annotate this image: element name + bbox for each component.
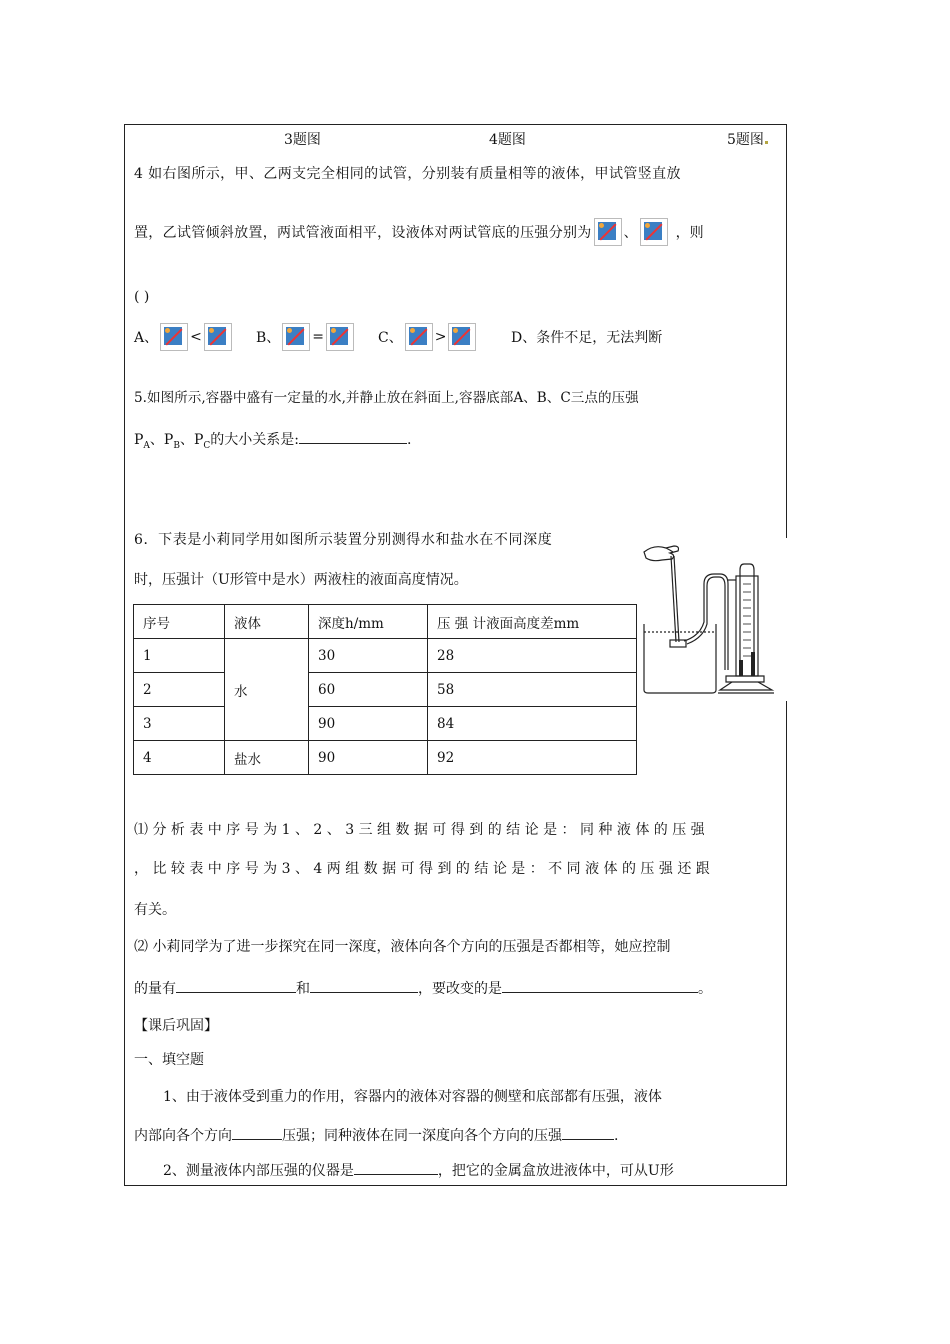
option-b-right-image-icon [326, 323, 354, 351]
q6-blank-3[interactable] [502, 978, 698, 993]
cell-diff: 84 [428, 707, 637, 741]
header-no: 序号 [134, 605, 225, 639]
q6-p2-text-c: ，要改变的是 [418, 981, 502, 997]
cell-depth: 30 [309, 639, 428, 673]
option-b-label: B、 [256, 330, 281, 346]
q5-pb-sub: B [173, 440, 180, 451]
cell-diff: 92 [428, 741, 637, 775]
q4-option-d: D、条件不足，无法判断 [511, 330, 663, 346]
q6-p1-line3: 有关。 [134, 902, 176, 918]
q5-pa-sub: A [143, 440, 150, 451]
q6-blank-1[interactable] [176, 978, 296, 993]
q5-line1: 5.如图所示,容器中盛有一定量的水,并静止放在斜面上,容器底部A、B、C三点的压强 [134, 390, 639, 406]
q4-sep: 、 [623, 225, 638, 241]
q4-option-a [134, 323, 234, 351]
mark-dot [765, 141, 768, 144]
ac-q2-text-a: 2、测量液体内部压强的仪器是 [163, 1163, 354, 1179]
cell-no: 1 [134, 639, 225, 673]
after-class-heading: 【课后巩固】 [134, 1018, 218, 1034]
table-header-row [134, 605, 637, 639]
q5-sep2: 、 [179, 432, 194, 448]
q6-p1-line2: ， 比 较 表 中 序 号 为 3 、 4 两 组 数 据 可 得 到 的 结 论 是 ： 不 同 液 体 的 压 强 还 跟 [134, 861, 710, 877]
data-table [133, 604, 637, 775]
ac-q1-blank-1[interactable] [232, 1125, 282, 1140]
option-c-right-image-icon [448, 323, 476, 351]
option-c-operator: > [434, 329, 447, 345]
ac-q2-line [163, 1160, 674, 1180]
q4-line2 [134, 218, 704, 246]
q5-sep1: 、 [149, 432, 164, 448]
q5-pc-sub: C [203, 440, 211, 451]
q5-answer-blank[interactable] [299, 429, 407, 444]
header-depth: 深度h/mm [309, 605, 428, 639]
q4-line2-end: ，则 [675, 225, 704, 241]
fig-label-4: 4题图 [489, 132, 526, 148]
cell-depth: 60 [309, 673, 428, 707]
option-a-label: A、 [134, 330, 159, 346]
cell-no: 4 [134, 741, 225, 775]
fig-label-3: 3题图 [284, 132, 321, 148]
option-c-left-image-icon [405, 323, 433, 351]
pressure-b-image-icon [640, 218, 668, 246]
option-a-right-image-icon [204, 323, 232, 351]
q4-option-c [378, 323, 478, 351]
pressure-a-image-icon [594, 218, 622, 246]
q5-pc: P [193, 432, 204, 448]
header-liquid: 液体 [225, 605, 309, 639]
cell-diff: 58 [428, 673, 637, 707]
cell-depth: 90 [309, 707, 428, 741]
table-row [134, 741, 637, 775]
q6-p2-text-a: 的量有 [134, 981, 176, 997]
q6-p2-line2 [134, 978, 712, 998]
option-b-left-image-icon [282, 323, 310, 351]
q4-answer-paren: ( ) [134, 289, 150, 305]
fig-label-5 [727, 129, 768, 149]
ac-q1-end: . [614, 1128, 619, 1144]
table-row [134, 639, 637, 673]
ac-q1-blank-2[interactable] [562, 1125, 614, 1140]
cell-depth: 90 [309, 741, 428, 775]
header-diff: 压 强 计液面高度差mm [428, 605, 637, 639]
fill-blank-section: 一、填空题 [134, 1052, 204, 1068]
q6-line1: 6．下表是小莉同学用如图所示装置分别测得水和盐水在不同深度 [134, 532, 553, 548]
option-a-operator: < [190, 329, 202, 345]
q4-line1: 4 如右图所示，甲、乙两支完全相同的试管，分别装有质量相等的液体，甲试管竖直放 [134, 166, 681, 182]
option-a-left-image-icon [160, 323, 188, 351]
ac-q1-text-a: 内部向各个方向 [134, 1128, 232, 1144]
q6-p2-text-b: 和 [296, 981, 310, 997]
ac-q1-text-b: 压强；同种液体在同一深度向各个方向的压强 [282, 1128, 562, 1144]
q6-p2-line1: ⑵ 小莉同学为了进一步探究在同一深度，液体向各个方向的压强是否都相等，她应控制 [134, 939, 671, 955]
table-row [134, 707, 637, 741]
q5-end: . [407, 432, 412, 448]
option-b-operator: = [312, 329, 325, 345]
q5-line2 [134, 429, 411, 451]
table-row [134, 673, 637, 707]
option-c-label: C、 [378, 330, 403, 346]
ac-q1-line2 [134, 1125, 618, 1145]
q6-line2: 时，压强计（U形管中是水）两液柱的液面高度情况。 [134, 572, 468, 588]
q6-blank-2[interactable] [310, 978, 418, 993]
cell-diff: 28 [428, 639, 637, 673]
q5-line2-text: 的大小关系是: [210, 432, 299, 448]
cell-liquid-water: 水 [225, 639, 309, 741]
cell-no: 2 [134, 673, 225, 707]
cell-liquid-salt: 盐水 [225, 741, 309, 775]
q4-option-b [256, 323, 356, 351]
ac-q2-text-b: ，把它的金属盒放进液体中，可从U形 [437, 1163, 674, 1179]
pressure-gauge-apparatus-illustration [640, 540, 785, 700]
q6-p2-end: 。 [698, 981, 712, 997]
fig-label-5-text: 5题图 [727, 132, 764, 148]
q5-pb: P [163, 432, 174, 448]
ac-q1-line1: 1、由于液体受到重力的作用，容器内的液体对容器的侧壁和底部都有压强，液体 [163, 1089, 662, 1105]
q4-line2-text: 置，乙试管倾斜放置，两试管液面相平，设液体对两试管底的压强分别为 [134, 225, 592, 241]
cell-no: 3 [134, 707, 225, 741]
q5-pa: P [134, 432, 144, 448]
ac-q2-blank[interactable] [354, 1160, 438, 1175]
q6-p1-line1: ⑴ 分 析 表 中 序 号 为 1 、 2 、 3 三 组 数 据 可 得 到 的 结 论 是 ： 同 种 液 体 的 压 强 [134, 822, 705, 838]
